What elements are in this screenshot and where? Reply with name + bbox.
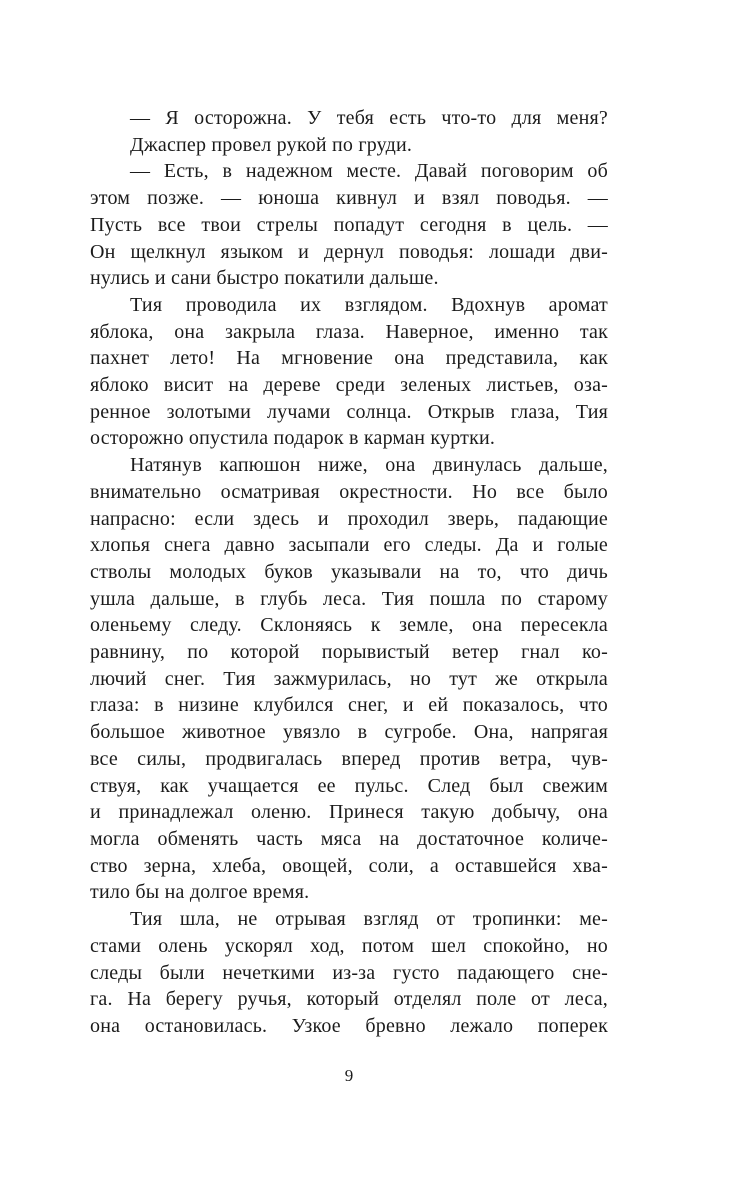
text-line: стами олень ускорял ход, потом шел спокойно, но [90, 934, 608, 957]
text-line: тило бы на долгое время. [90, 881, 310, 904]
text-line: стволы молодых буков указывали на то, что дичь [90, 560, 608, 583]
text-line: глаза: в низине клубился снег, и ей показалось, что [90, 694, 608, 717]
text-line: пахнет лето! На мгновение она представила, как [90, 347, 608, 370]
text-line: хлопья снега давно засыпали его следы. Да и голые [90, 534, 608, 557]
text-line: — Я осторожна. У тебя есть что-то для меня? [130, 107, 608, 129]
text-line: га. На берегу ручья, который отделял поле от леса, [90, 988, 608, 1011]
text-line: яблока, она закрыла глаза. Наверное, именно так [90, 320, 608, 343]
text-line: осторожно опустила подарок в карман куртки. [90, 427, 496, 450]
text-line: и принадлежал оленю. Принеся такую добычу, она [90, 801, 608, 824]
text-line: Он щелкнул языком и дернул поводья: лошади дви- [90, 240, 608, 263]
text-line: яблоко висит на дереве среди зеленых листьев, оза- [90, 374, 608, 397]
text-line: могла обменять часть мяса на достаточное количе- [90, 827, 608, 850]
text-line: Натянув капюшон ниже, она двинулась дальше, [130, 454, 608, 477]
text-line: напрасно: если здесь и проходил зверь, падающие [90, 507, 608, 530]
page-number: 9 [344, 1066, 354, 1085]
text-line: оленьему следу. Склоняясь к земле, она пересекла [90, 614, 608, 637]
text-line: ство зерна, хлеба, овощей, соли, а оставшейся хва- [90, 854, 608, 877]
text-line: — Есть, в надежном месте. Давай поговорим об [130, 160, 608, 183]
text-line: Тия шла, не отрывая взгляд от тропинки: ме- [130, 908, 608, 931]
text-line: нулись и сани быстро покатили дальше. [90, 267, 439, 290]
text-line: все силы, продвигалась вперед против ветра, чув- [90, 747, 608, 770]
text-line: Пусть все твои стрелы попадут сегодня в цель. — [90, 213, 608, 236]
text-line: ушла дальше, в глубь леса. Тия пошла по старому [90, 587, 608, 610]
text-line: следы были нечеткими из-за густо падающего сне- [90, 961, 608, 984]
text-line: этом позже. — юноша кивнул и взял поводья. — [90, 187, 608, 210]
text-line: она остановилась. Узкое бревно лежало поперек [90, 1014, 608, 1037]
text-line: большое животное увязло в сугробе. Она, напрягая [90, 721, 608, 744]
text-line: лючий снег. Тия зажмурилась, но тут же открыла [90, 667, 608, 690]
text-line: внимательно осматривая окрестности. Но все было [90, 480, 608, 503]
text-line: равнину, по которой порывистый ветер гнал ко- [90, 641, 608, 664]
page-text [90, 105, 608, 1040]
text-line: Тия проводила их взглядом. Вдохнув аромат [130, 293, 608, 316]
text-line: Джаспер провел рукой по груди. [130, 133, 413, 156]
text-line: ренное золотыми лучами солнца. Открыв глаза, Тия [90, 400, 608, 423]
text-line: ствуя, как учащается ее пульс. След был свежим [90, 774, 608, 797]
